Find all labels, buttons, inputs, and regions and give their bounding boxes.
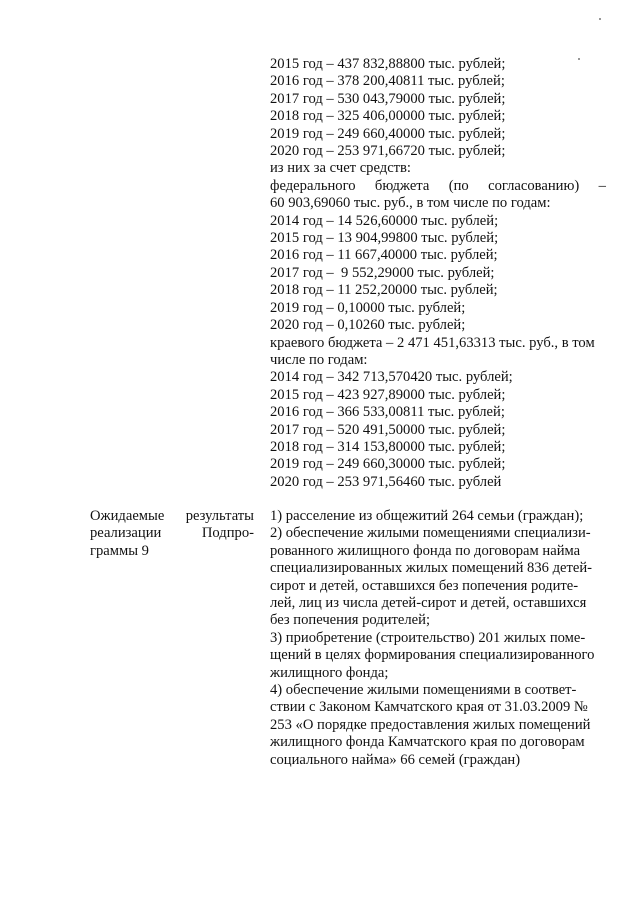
result-line: щений в целях формирования специализированного: [270, 647, 595, 664]
regional-budget-line: числе по годам:: [270, 351, 368, 368]
label-line: [90, 508, 254, 525]
result-line: лей, лиц из числа детей-сирот и детей, оставшихся: [270, 595, 587, 612]
regional-year-line: 2015 год – 423 927,89000 тыс. рублей;: [270, 386, 506, 403]
regional-year-line: 2017 год – 520 491,50000 тыс. рублей;: [270, 421, 506, 438]
federal-year-line: 2020 год – 0,10260 тыс. рублей;: [270, 317, 466, 334]
federal-year-line: 2018 год – 11 252,20000 тыс. рублей;: [270, 282, 498, 299]
federal-word: федерального: [270, 177, 356, 194]
regional-year-line: 2019 год – 249 660,30000 тыс. рублей;: [270, 456, 506, 473]
funding-line: 2019 год – 249 660,40000 тыс. рублей;: [270, 125, 506, 142]
expected-results-label: [90, 508, 254, 560]
result-line: 253 «О порядке предоставления жилых помещений: [270, 716, 591, 733]
result-line: социального найма» 66 семей (граждан): [270, 751, 521, 768]
label-line: граммы 9: [90, 542, 149, 559]
label-line: [90, 525, 254, 542]
regional-year-line: 2020 год – 253 971,56460 тыс. рублей: [270, 473, 502, 490]
result-line: 1) расселение из общежитий 264 семьи (граждан);: [270, 508, 584, 524]
result-line: специализированных жилых помещений 836 детей-: [270, 560, 593, 577]
label-word: реализации: [90, 525, 162, 542]
result-line: 4) обеспечение жилыми помещениями в соответ-: [270, 682, 577, 699]
funding-line: 2017 год – 530 043,79000 тыс. рублей;: [270, 90, 506, 107]
result-line: без попечения родителей;: [270, 612, 431, 629]
result-line: ствии с Законом Камчатского края от 31.03.2009 №: [270, 699, 588, 716]
federal-word: –: [598, 177, 606, 194]
result-line: 3) приобретение (строительство) 201 жилых поме-: [270, 629, 586, 646]
result-line: сирот и детей, оставшихся без попечения родите-: [270, 577, 579, 594]
label-word: Подпро-: [201, 525, 254, 542]
federal-word: (по: [448, 177, 469, 194]
result-line: 2) обеспечение жилыми помещениями специализи-: [270, 525, 591, 542]
regional-year-line: 2014 год – 342 713,570420 тыс. рублей;: [270, 369, 513, 386]
funding-line: 2016 год – 378 200,40811 тыс. рублей;: [270, 73, 505, 90]
regional-year-line: 2016 год – 366 533,00811 тыс. рублей;: [270, 404, 505, 421]
federal-year-line: 2019 год – 0,10000 тыс. рублей;: [270, 299, 466, 316]
result-line: жилищного фонда Камчатского края по договорам: [270, 734, 585, 751]
regional-budget-line: краевого бюджета – 2 471 451,63313 тыс. руб., в том: [270, 334, 595, 351]
federal-total-line: 60 903,69060 тыс. руб., в том числе по годам:: [270, 195, 551, 212]
federal-year-line: 2014 год – 14 526,60000 тыс. рублей;: [270, 212, 499, 229]
federal-year-line: 2016 год – 11 667,40000 тыс. рублей;: [270, 247, 498, 264]
federal-year-line: 2015 год – 13 904,99800 тыс. рублей;: [270, 230, 499, 247]
funding-sources-heading: из них за счет средств:: [270, 160, 411, 177]
funding-line: 2018 год – 325 406,00000 тыс. рублей;: [270, 108, 506, 125]
federal-word: согласованию): [488, 177, 580, 194]
federal-budget-line: [270, 178, 606, 195]
funding-amounts-block: [270, 56, 606, 491]
scan-speck: [599, 18, 601, 20]
label-word: результаты: [185, 508, 254, 524]
result-line: жилищного фонда;: [270, 664, 389, 681]
funding-line: 2015 год – 437 832,88800 тыс. рублей;: [270, 56, 506, 72]
federal-word: бюджета: [374, 177, 430, 194]
result-line: рованного жилищного фонда по договорам найма: [270, 542, 581, 559]
label-word: Ожидаемые: [90, 508, 165, 524]
funding-line: 2020 год – 253 971,66720 тыс. рублей;: [270, 143, 506, 160]
federal-year-line: 2017 год – 9 552,29000 тыс. рублей;: [270, 264, 495, 281]
expected-results-text: [270, 508, 606, 769]
regional-year-line: 2018 год – 314 153,80000 тыс. рублей;: [270, 438, 506, 455]
